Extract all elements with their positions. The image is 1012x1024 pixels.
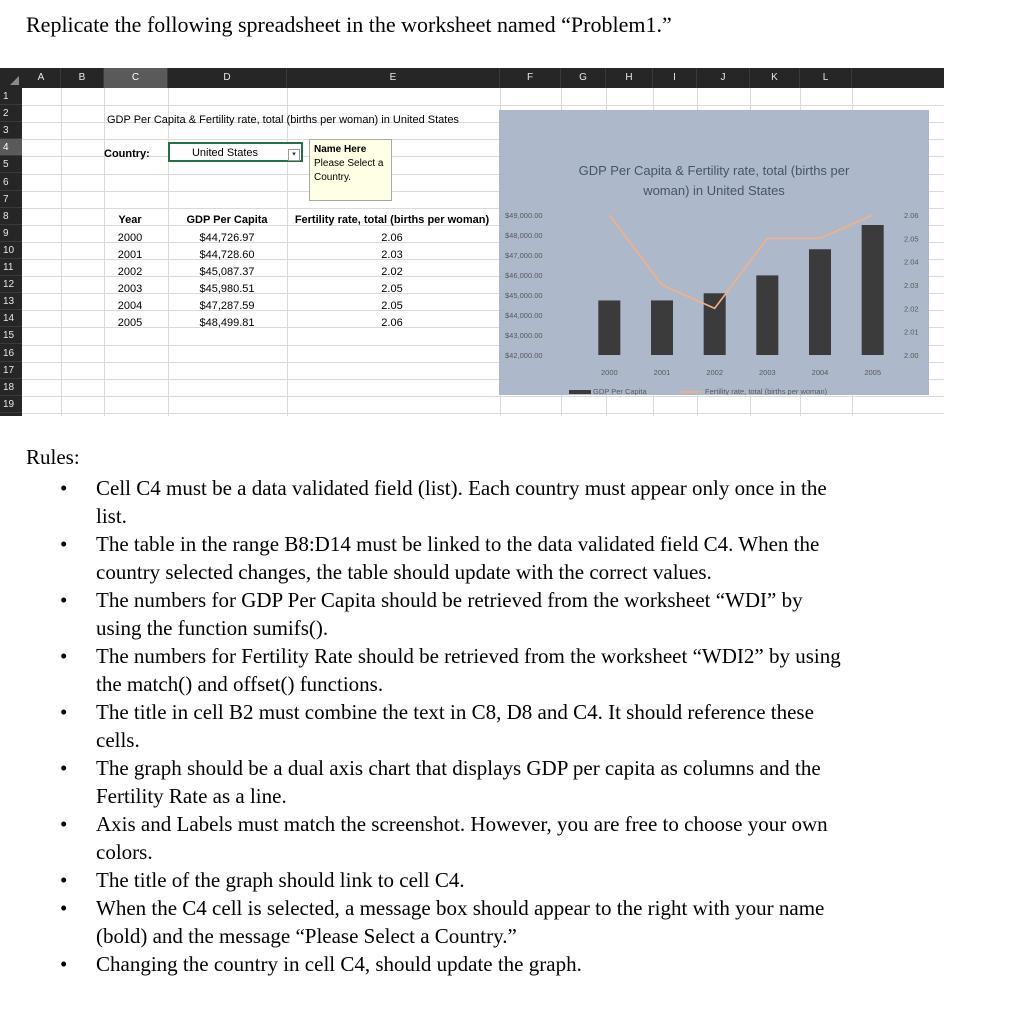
row-header-3[interactable]: 3 <box>0 122 22 139</box>
y-left-tick-label: $49,000.00 <box>505 211 543 220</box>
column-header-e[interactable]: E <box>287 68 500 88</box>
bullet-icon: • <box>60 476 68 500</box>
cell-b4-country-label[interactable]: Country: <box>104 148 150 160</box>
table-cell[interactable]: 2.06 <box>381 317 403 329</box>
table-header[interactable]: Fertility rate, total (births per woman) <box>294 214 490 226</box>
rule-line: The numbers for GDP Per Capita should be retrieved from the worksheet “WDI” by <box>96 588 803 612</box>
table-cell[interactable]: $44,726.97 <box>199 232 255 244</box>
legend-gdp-swatch <box>569 390 591 394</box>
bullet-icon: • <box>60 756 68 780</box>
rule-item <box>60 530 940 586</box>
rule-item <box>60 866 940 894</box>
column-header-k[interactable]: K <box>750 68 800 88</box>
message-name: Name Here <box>314 144 367 155</box>
column-header-b[interactable]: B <box>61 68 104 88</box>
row-header-11[interactable]: 11 <box>0 259 22 276</box>
rule-line: The graph should be a dual axis chart that displays GDP per capita as columns and the <box>96 756 821 780</box>
rules-heading: Rules: <box>26 445 80 469</box>
column-header-c[interactable]: C <box>104 68 168 88</box>
table-cell[interactable]: 2002 <box>117 266 143 278</box>
rule-line: Changing the country in cell C4, should update the graph. <box>96 952 582 976</box>
bullet-icon: • <box>60 868 68 892</box>
message-text: Please Select a Country. <box>314 158 384 183</box>
rule-line: Axis and Labels must match the screenshot. However, you are free to choose your own <box>96 812 828 836</box>
table-cell[interactable]: 2.03 <box>381 249 403 261</box>
row-header-17[interactable]: 17 <box>0 362 22 379</box>
rule-item <box>60 642 940 698</box>
row-header-19[interactable]: 19 <box>0 396 22 413</box>
column-header-l[interactable]: L <box>800 68 852 88</box>
row-header-2[interactable]: 2 <box>0 105 22 122</box>
row-header-13[interactable]: 13 <box>0 293 22 310</box>
legend-fertility-label: Fertility rate, total (births per woman) <box>705 387 828 395</box>
rules-list <box>60 474 940 978</box>
table-cell[interactable]: 2.05 <box>381 283 403 295</box>
bullet-icon: • <box>60 588 68 612</box>
rule-item <box>60 950 940 978</box>
y-right-tick-label: 2.03 <box>904 281 919 290</box>
table-cell[interactable]: 2001 <box>117 249 143 261</box>
y-right-tick-label: 2.06 <box>904 211 919 220</box>
row-header-12[interactable]: 12 <box>0 276 22 293</box>
rule-line: Fertility Rate as a line. <box>96 784 287 808</box>
rule-line: The title in cell B2 must combine the text in C8, D8 and C4. It should reference these <box>96 700 814 724</box>
column-header-j[interactable]: J <box>697 68 750 88</box>
rule-line: the match() and offset() functions. <box>96 672 384 696</box>
row-header-5[interactable]: 5 <box>0 156 22 173</box>
y-right-tick-label: 2.01 <box>904 327 919 337</box>
gdp-bar-2005 <box>862 225 884 355</box>
legend-gdp-label: GDP Per Capita <box>593 387 647 395</box>
y-right-tick-label: 2.04 <box>904 257 919 267</box>
rule-line: list. <box>96 504 127 528</box>
cell-b2-title[interactable]: GDP Per Capita & Fertility rate, total (births per woman) in United States <box>107 114 459 126</box>
table-cell[interactable]: 2003 <box>117 283 143 295</box>
table-cell[interactable]: $48,499.81 <box>199 317 255 329</box>
x-tick-label: 2002 <box>706 368 724 377</box>
y-left-tick-label: $48,000.00 <box>505 231 543 240</box>
y-left-tick-label: $46,000.00 <box>505 271 543 280</box>
table-cell[interactable]: 2.05 <box>381 300 403 312</box>
gdp-bar-2002 <box>704 293 726 355</box>
y-right-tick-label: 2.05 <box>904 234 919 244</box>
x-tick-label: 2003 <box>758 368 776 377</box>
y-right-tick-label: 2.02 <box>904 304 919 314</box>
y-left-tick-label: $42,000.00 <box>505 351 543 360</box>
table-cell[interactable]: 2.06 <box>381 232 403 244</box>
chart-title-line-1: GDP Per Capita & Fertility rate, total (births per <box>578 163 850 178</box>
table-cell[interactable]: $45,980.51 <box>199 283 255 295</box>
x-tick-label: 2000 <box>600 368 618 377</box>
row-header-10[interactable]: 10 <box>0 242 22 259</box>
combo-chart[interactable] <box>499 110 929 395</box>
select-all-corner[interactable] <box>0 68 22 88</box>
table-cell[interactable]: 2.02 <box>381 266 403 278</box>
rule-item <box>60 474 940 530</box>
bullet-icon: • <box>60 952 68 976</box>
intro-text: Replicate the following spreadsheet in the worksheet named “Problem1.” <box>26 12 672 37</box>
bullet-icon: • <box>60 644 68 668</box>
table-cell[interactable]: $47,287.59 <box>199 300 255 312</box>
table-cell[interactable]: 2004 <box>117 300 143 312</box>
row-header-6[interactable]: 6 <box>0 174 22 191</box>
rule-line: When the C4 cell is selected, a message box should appear to the right with your name <box>96 896 825 920</box>
rule-line: using the function sumifs(). <box>96 616 329 640</box>
rule-line: The numbers for Fertility Rate should be retrieved from the worksheet “WDI2” by using <box>96 644 841 668</box>
column-header-a[interactable]: A <box>22 68 61 88</box>
table-cell[interactable]: 2005 <box>117 317 143 329</box>
rule-line: colors. <box>96 840 153 864</box>
chart-title-line-2: woman) in United States <box>643 183 785 198</box>
row-header-16[interactable]: 16 <box>0 345 22 362</box>
row-header-18[interactable]: 18 <box>0 379 22 396</box>
bullet-icon: • <box>60 532 68 556</box>
row-header-7[interactable]: 7 <box>0 191 22 208</box>
table-cell[interactable]: $44,728.60 <box>199 249 255 261</box>
spreadsheet-screenshot <box>0 68 944 416</box>
gdp-bar-2001 <box>651 300 673 355</box>
column-header-g[interactable]: G <box>561 68 606 88</box>
x-tick-label: 2005 <box>864 368 882 377</box>
y-left-tick-label: $43,000.00 <box>505 331 543 340</box>
rule-item <box>60 586 940 642</box>
row-header-14[interactable]: 14 <box>0 310 22 327</box>
rule-item <box>60 698 940 754</box>
bullet-icon: • <box>60 896 68 920</box>
gdp-bar-2000 <box>598 300 620 355</box>
table-cell[interactable]: 2000 <box>117 232 143 244</box>
column-header-i[interactable]: I <box>653 68 697 88</box>
input-message-box <box>309 139 392 201</box>
rule-item <box>60 754 940 810</box>
rule-line: The title of the graph should link to cell C4. <box>96 868 465 892</box>
rule-line: (bold) and the message “Please Select a Country.” <box>96 924 517 948</box>
gdp-bar-2004 <box>809 249 831 355</box>
rule-line: The table in the range B8:D14 must be linked to the data validated field C4. When the <box>96 532 820 556</box>
rule-line: Cell C4 must be a data validated field (list). Each country must appear only once in the <box>96 476 827 500</box>
column-gridline <box>61 88 62 416</box>
column-header-f[interactable]: F <box>500 68 561 88</box>
row-headers <box>0 88 22 416</box>
row-header-8[interactable]: 8 <box>0 208 22 225</box>
table-cell[interactable]: $45,087.37 <box>199 266 255 278</box>
row-gridline <box>22 105 944 106</box>
rule-item <box>60 894 940 950</box>
row-gridline <box>22 413 944 414</box>
row-header-4[interactable]: 4 <box>0 139 22 156</box>
dropdown-arrow-icon[interactable]: ▾ <box>288 149 300 161</box>
y-left-tick-label: $47,000.00 <box>505 251 543 260</box>
column-header-d[interactable]: D <box>168 68 287 88</box>
rule-item <box>60 810 940 866</box>
row-header-15[interactable]: 15 <box>0 327 22 344</box>
bullet-icon: • <box>60 812 68 836</box>
row-gridline <box>22 396 944 397</box>
country-select-cell[interactable] <box>168 142 303 162</box>
bullet-icon: • <box>60 700 68 724</box>
row-header-9[interactable]: 9 <box>0 225 22 242</box>
column-headers <box>0 68 944 88</box>
y-left-tick-label: $44,000.00 <box>505 311 543 320</box>
table-header[interactable]: GDP Per Capita <box>186 214 268 226</box>
rule-line: country selected changes, the table should update with the correct values. <box>96 560 712 584</box>
column-header-h[interactable]: H <box>606 68 653 88</box>
y-right-tick-label: 2.00 <box>904 351 919 360</box>
table-header[interactable]: Year <box>118 214 142 226</box>
gdp-bar-2003 <box>756 275 778 355</box>
country-value: United States <box>191 147 259 159</box>
y-left-tick-label: $45,000.00 <box>505 291 543 300</box>
row-header-1[interactable]: 1 <box>0 88 22 105</box>
rule-line: cells. <box>96 728 140 752</box>
x-tick-label: 2001 <box>653 368 671 377</box>
x-tick-label: 2004 <box>811 368 829 377</box>
